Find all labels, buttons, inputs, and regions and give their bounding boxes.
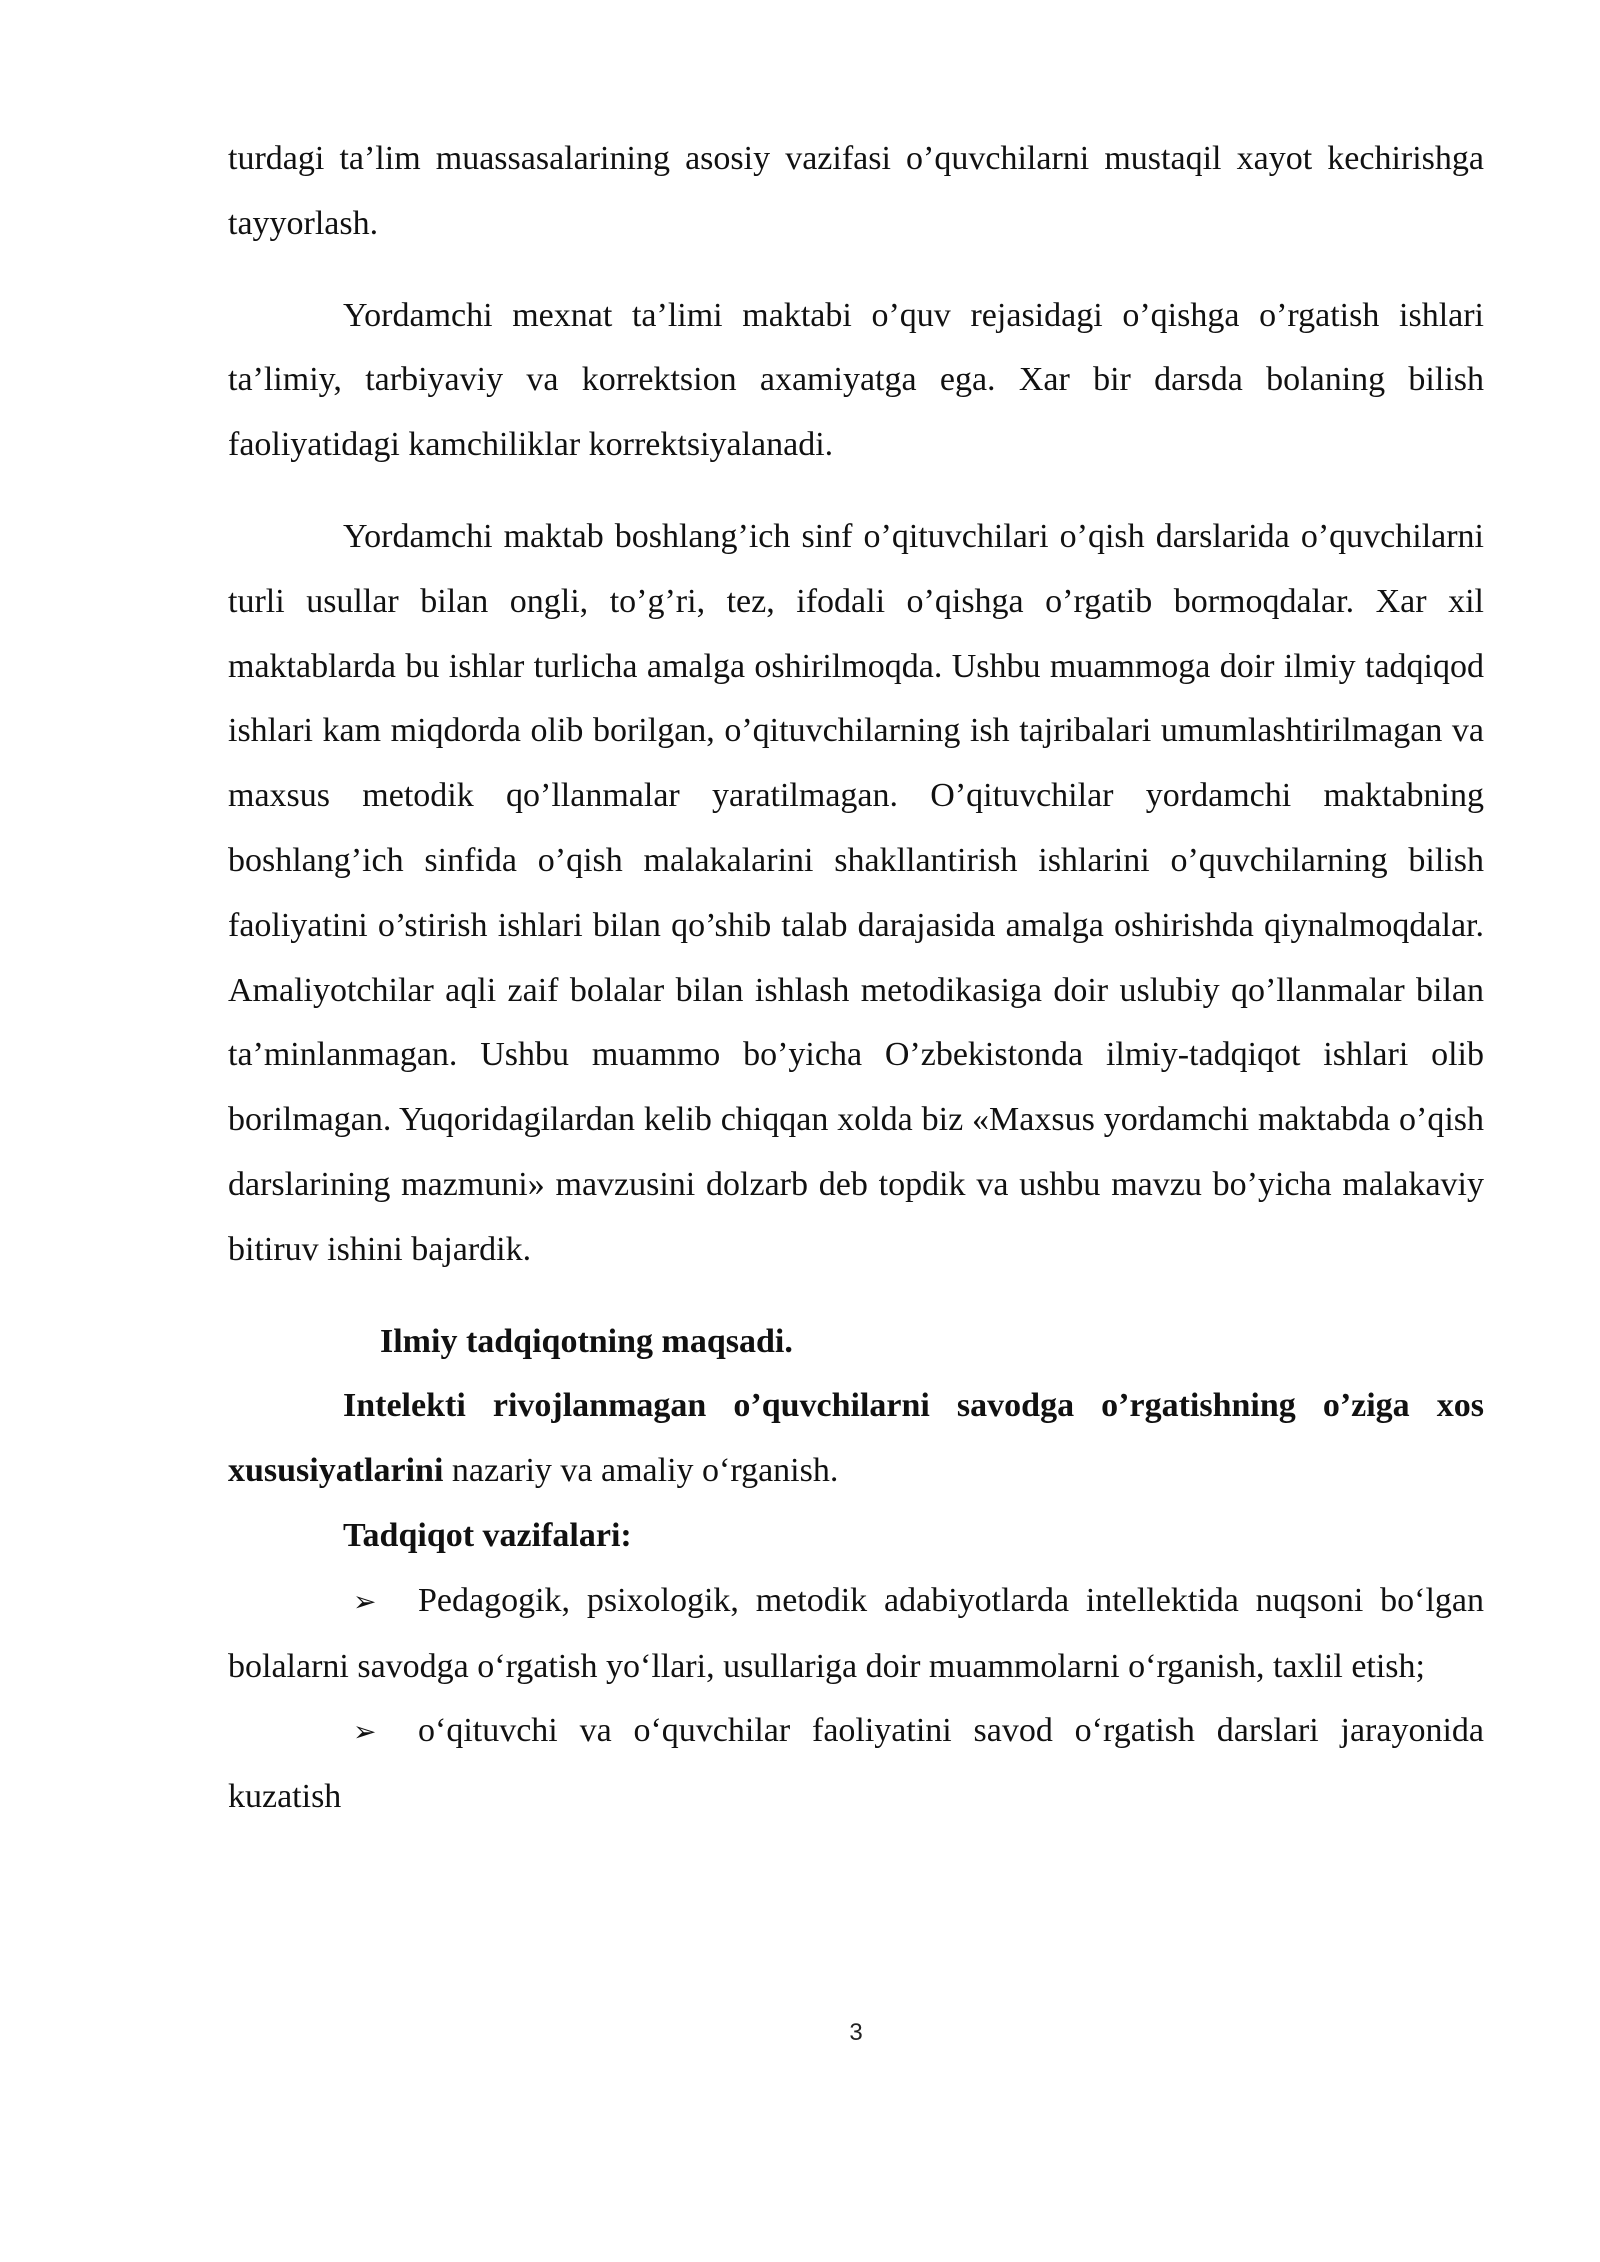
paragraph-problem-relevance: Yordamchi maktab boshlang’ich sinf o’qituvchilari o’qish darslarida o’quvchilarni turli usullar bilan ongli, to’g’ri, tez, ifodali o’qishga o’rgatib bormoqdalar. Xar xil maktablarda bu ishlar turlicha amalga oshirilmoqda. Ushbu muammoga doir ilmiy tadqiqod ishlari kam miqdorda olib borilgan, o’qituvchilarning ish tajribalari umumlashtirilmagan va maxsus metodik qo’llanmalar yaratilmagan. O’qituvchilar yordamchi maktabning boshlang’ich sinfida o’qish malakalarini shakllantirish ishlarini o’quvchilarning bilish faoliyatini o’stirish ishlari bilan qo’shib talab darajasida amalga oshirishda qiynalmoqdalar. Amaliyotchilar aqli zaif bolalar bilan ishlash metodikasiga doir uslubiy qo’llanmalar bilan ta’minlanmagan. Ushbu muammo bo’yicha O’zbekistonda ilmiy-tadqiqot ishlari olib borilmagan. Yuqoridagilardan kelib chiqqan xolda biz «Maxsus yordamchi maktabda o’qish darslarining mazmuni» mavzusini dolzarb deb topdik va ushbu mavzu bo’yicha malakaviy bitiruv ishini bajardik. — [228, 517, 1484, 1268]
page-content — [228, 127, 1484, 1830]
arrow-bullet-icon: ➢ — [353, 1584, 377, 1618]
task-list-item — [228, 1569, 1484, 1700]
task-item-text: o‘qituvchi va o‘quvchilar faoliyatini savod o‘rgatish darslari jarayonida kuzatish — [228, 1712, 1484, 1816]
page-number: 3 — [849, 2019, 863, 2046]
task-item-text: Pedagogik, psixologik, metodik adabiyotlarda intellektida nuqsoni bo‘lgan bolalarni savodga o‘rgatish yo‘llari, usullariga doir muammolarni o‘rganish, taxlil etish; — [228, 1581, 1484, 1685]
research-goal-heading: Ilmiy tadqiqotning maqsadi. — [380, 1322, 793, 1360]
paragraph-continuation: turdagi ta’lim muassasalarining asosiy vazifasi o’quvchilarni mustaqil xayot kechirishga tayyorlash. — [228, 140, 1484, 242]
task-list-item — [228, 1699, 1484, 1830]
research-goal-normal-text: nazariy va amaliy o‘rganish. — [443, 1452, 839, 1490]
paragraph-correction-work: Yordamchi mexnat ta’limi maktabi o’quv rejasidagi o’qishga o’rgatish ishlari ta’limiy, tarbiyaviy va korrektsion axamiyatga ega. Xar bir darsda bolaning bilish faoliyatidagi kamchiliklar korrektsiyalanadi. — [228, 296, 1484, 464]
research-goal-bold-text: Intelekti rivojlanmagan o’quvchilarni savodga o’rgatishning o’ziga xos xususiyatlarini — [228, 1387, 1484, 1490]
arrow-bullet-icon: ➢ — [353, 1715, 377, 1749]
research-tasks-heading: Tadqiqot vazifalari: — [343, 1516, 632, 1554]
research-goal-paragraph — [228, 1374, 1484, 1504]
